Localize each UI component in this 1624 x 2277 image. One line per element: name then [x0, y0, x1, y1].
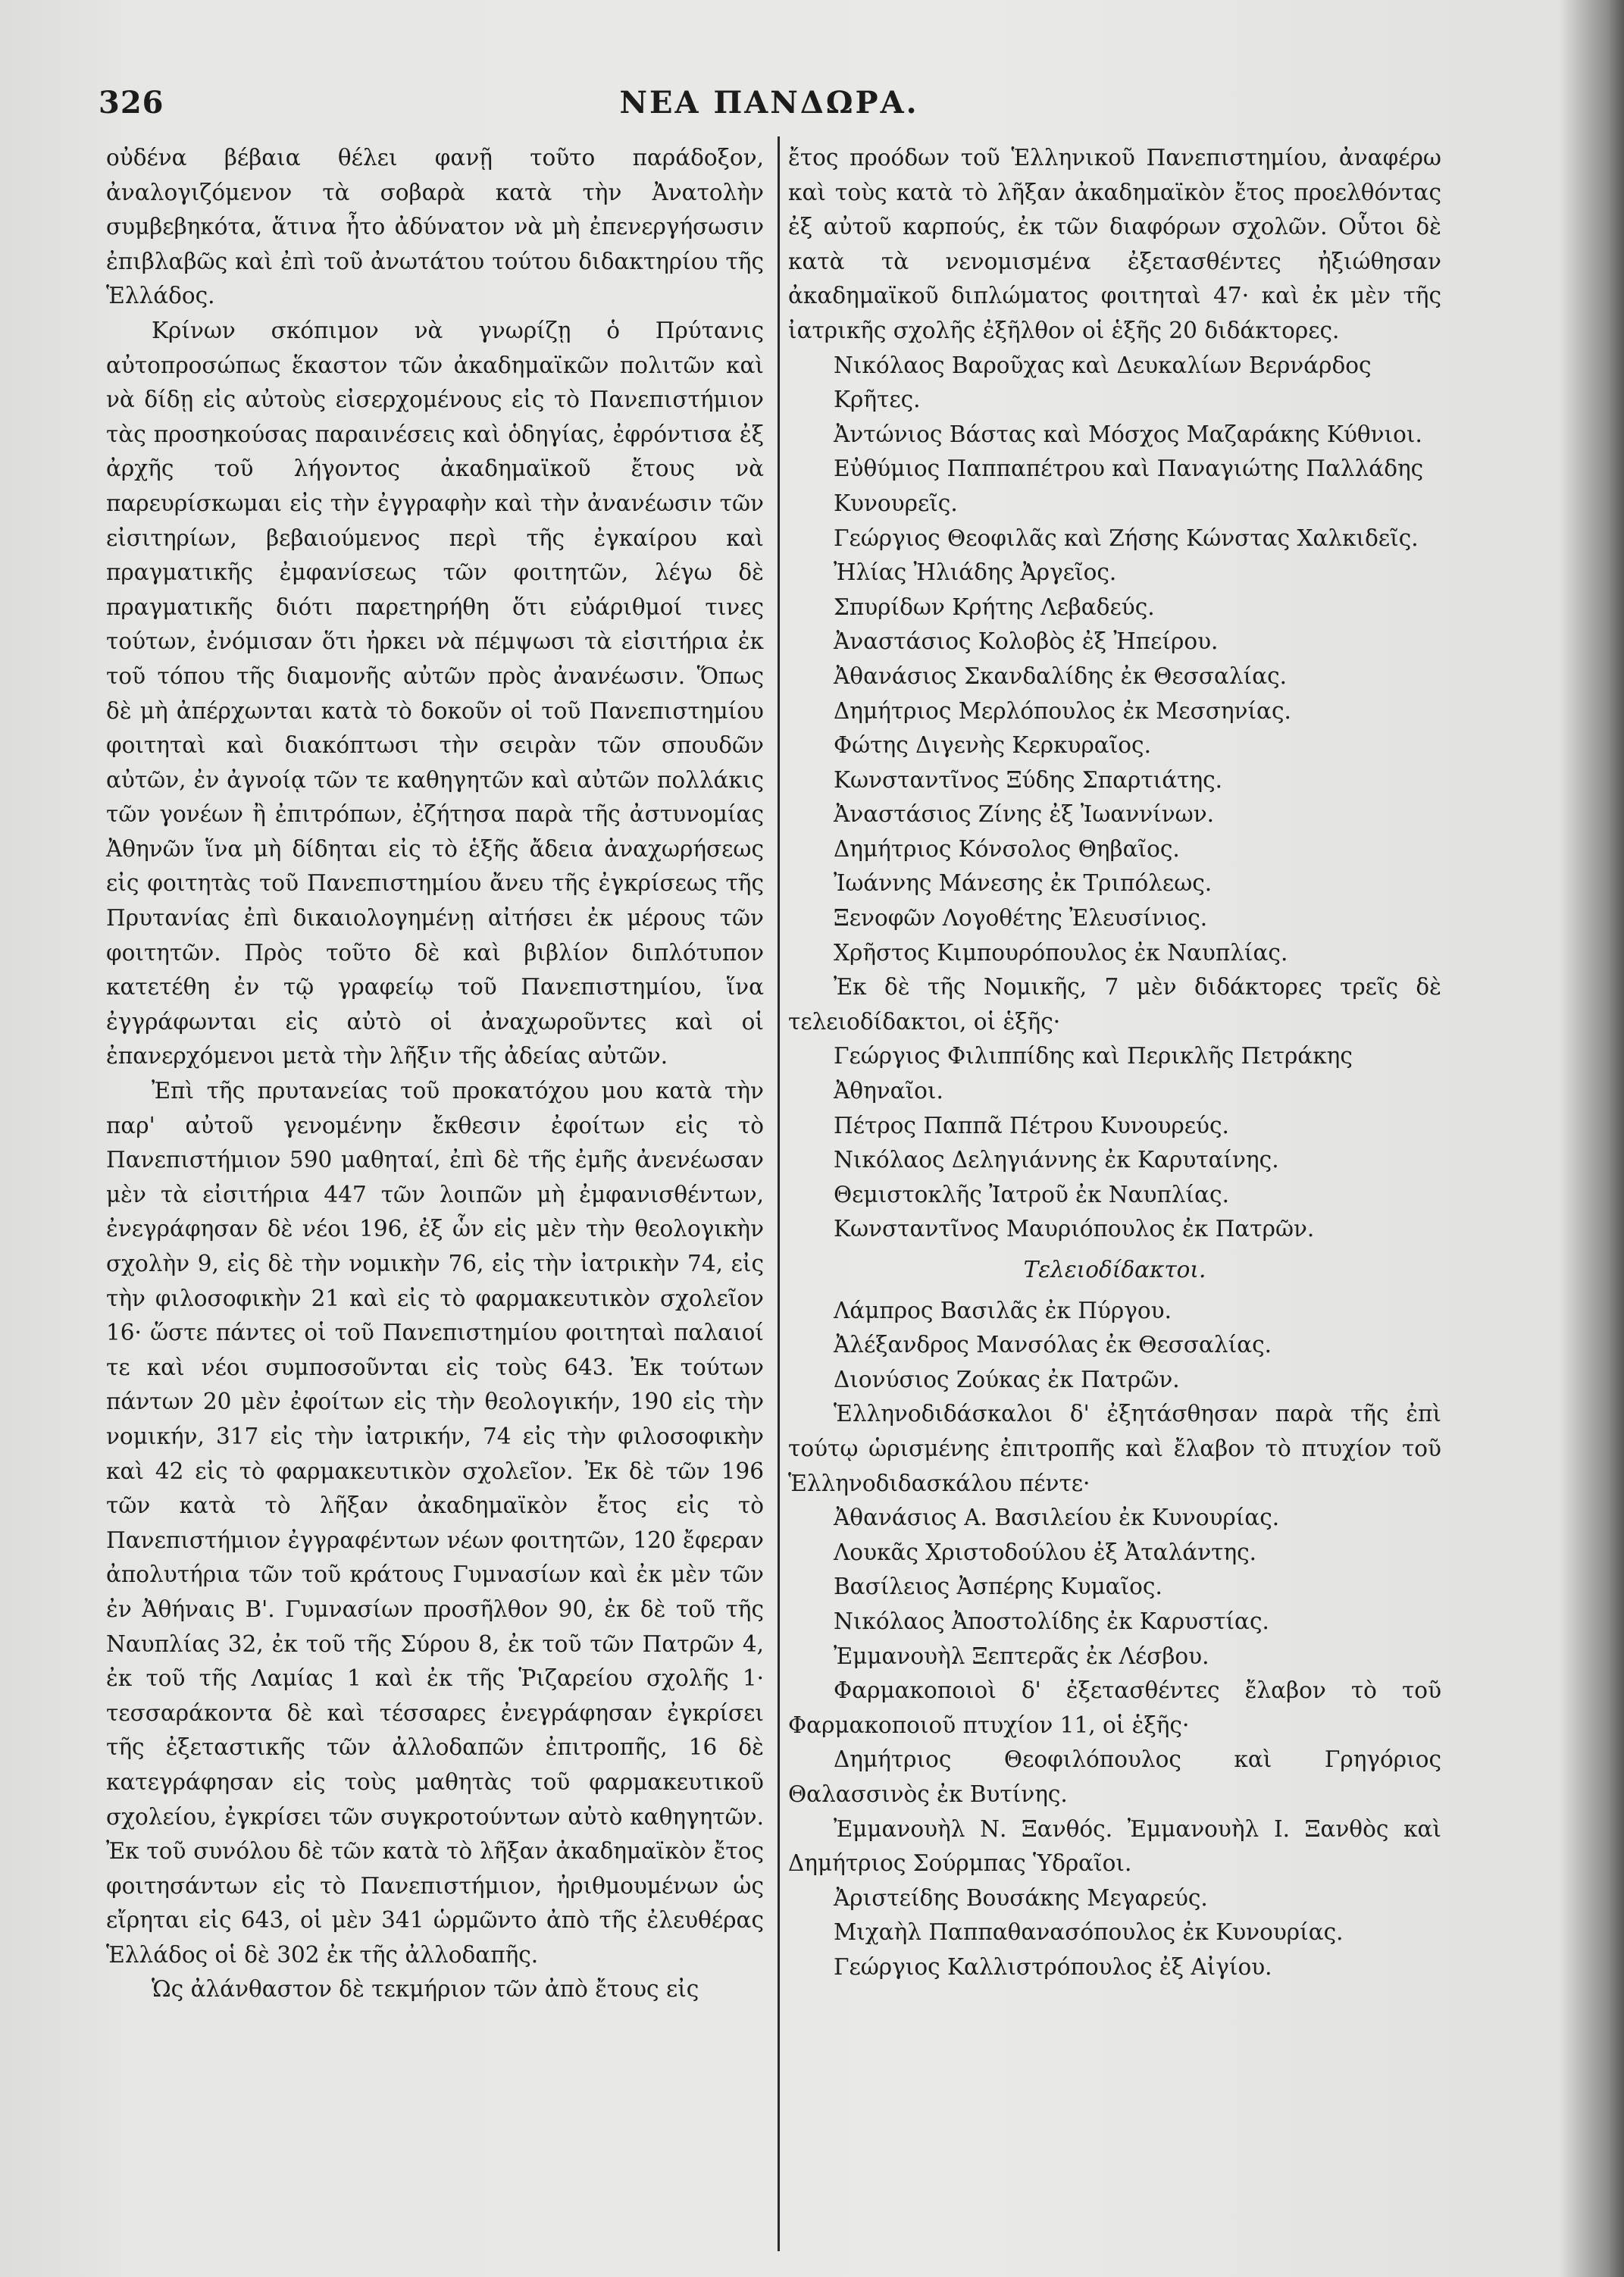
list-item: Ἀθανάσιος Σκανδαλίδης ἐκ Θεσσαλίας. — [834, 662, 1288, 689]
list-item: Ἀριστείδης Βουσάκης Μεγαρεύς. — [834, 1884, 1208, 1911]
list-item: Ξενοφῶν Λογοθέτης Ἐλευσίνιος. — [834, 905, 1208, 932]
list-item: Χρῆστος Κιμπουρόπουλος ἐκ Ναυπλίας. — [834, 939, 1288, 966]
list-item: Ἀντώνιος Βάστας καὶ Μόσχος Μαζαράκης Κύθνιοι. — [834, 421, 1422, 447]
paragraph: Δημήτριος Θεοφιλόπουλος καὶ Γρηγόριος Θαλασσινὸς ἐκ Βυτίνης. — [788, 1746, 1441, 1807]
list-item: Ἀναστάσιος Κολοβὸς ἐξ Ἠπείρου. — [834, 628, 1219, 655]
list-item: Εὐθύμιος Παππαπέτρου καὶ Παναγιώτης Παλλάδης Κυνουρεῖς. — [834, 456, 1424, 516]
list-item: Λουκᾶς Χριστοδούλου ἐξ Ἀταλάντης. — [834, 1539, 1257, 1565]
list-item: Φώτης Διγενὴς Κερκυραῖος. — [834, 732, 1151, 759]
column-divider — [778, 136, 780, 2251]
list-item: Κωνσταντῖνος Μαυριόπουλος ἐκ Πατρῶν. — [834, 1216, 1315, 1242]
medicine-graduates-list — [788, 349, 1441, 971]
list-item: Πέτρος Παππᾶ Πέτρου Κυνουρεύς. — [834, 1112, 1229, 1138]
list-item: Θεμιστοκλῆς Ἰατροῦ ἐκ Ναυπλίας. — [834, 1181, 1229, 1207]
left-column — [106, 141, 764, 2007]
right-column — [788, 141, 1441, 1984]
list-item: Δημήτριος Κόνσολος Θηβαῖος. — [834, 835, 1180, 862]
page-header — [99, 85, 1440, 130]
paragraph: Φαρμακοποιοὶ δ' ἐξετασθέντες ἔλαβον τὸ τοῦ Φαρμακοποιοῦ πτυχίον 11, οἱ ἑξῆς· — [788, 1677, 1441, 1738]
pharmacists-list — [788, 1881, 1441, 1985]
paragraph: Ἐκ δὲ τῆς Νομικῆς, 7 μὲν διδάκτορες τρεῖς δὲ τελειοδίδακτοι, οἱ ἑξῆς· — [788, 974, 1441, 1035]
list-item: Γεώργιος Φιλιππίδης καὶ Περικλῆς Πετράκης Ἀθηναῖοι. — [834, 1043, 1353, 1104]
list-item: Νικόλαος Βαροῦχας καὶ Δευκαλίων Βερνάρδος Κρῆτες. — [834, 352, 1372, 413]
running-title: ΝΕΑ ΠΑΝΔΩΡΑ. — [619, 85, 919, 121]
list-item: Γεώργιος Θεοφιλᾶς καὶ Ζήσης Κώνστας Χαλκιδεῖς. — [834, 525, 1419, 551]
paragraph: οὐδένα βέβαια θέλει φανῇ τοῦτο παράδοξον, ἀναλογιζόμενον τὰ σοβαρὰ κατὰ τὴν Ἀνατολὴν συμβεβηκότα, ἅτινα ἦτο ἀδύνατον νὰ μὴ ἐπενεργήσωσιν ἐπιβλαβῶς καὶ ἐπὶ τοῦ ἀνωτάτου τούτου διδακτηρίου τῆς Ἑλλάδος. — [106, 145, 764, 309]
list-item: Διονύσιος Ζούκας ἐκ Πατρῶν. — [834, 1366, 1180, 1392]
list-item: Κωνσταντῖνος Ξύδης Σπαρτιάτης. — [834, 766, 1223, 793]
paragraph: Ἐπὶ τῆς πρυτανείας τοῦ προκατόχου μου κατὰ τὴν παρ' αὐτοῦ γενομένην ἔκθεσιν ἐφοίτων εἰς τὸ Πανεπιστήμιον 590 μαθηταί, ἐπὶ δὲ τῆς ἐμῆς ἀνενέωσαν μὲν τὰ εἰσιτήρια 447 τῶν λοιπῶν μὴ ἐμφανισθέντων, ἐνεγράφησαν δὲ νέοι 196, ἐξ ὧν εἰς μὲν τὴν θεολογικὴν σχολὴν 9, εἰς δὲ τὴν νομικὴν 76, εἰς τὴν ἰατρικὴν 74, εἰς τὴν φιλοσοφικὴν 21 καὶ εἰς τὸ φαρμακευτικὸν σχολεῖον 16· ὥστε πάντες οἱ τοῦ Πανεπιστημίου φοιτηταὶ παλαιοί τε καὶ νέοι συμποσοῦνται εἰς τοὺς 643. Ἐκ τούτων πάντων 20 μὲν ἐφοίτων εἰς τὴν θεολογικήν, 190 εἰς τὴν νομικήν, 317 εἰς τὴν ἰατρικήν, 74 εἰς τὴν φιλοσοφικὴν καὶ 42 εἰς τὸ φαρμακευτικὸν σχολεῖον. Ἐκ δὲ τῶν 196 τῶν κατὰ τὸ λῆξαν ἀκαδημαϊκὸν ἔτος εἰς τὸ Πανεπιστήμιον ἐγγραφέντων νέων φοιτητῶν, 120 ἔφεραν ἀπολυτήρια τῶν τοῦ κράτους Γυμνασίων καὶ ἐκ μὲν τῶν ἐν Ἀθήναις Β'. Γυμνασίων προσῆλθον 90, ἐκ δὲ τοῦ τῆς Ναυπλίας 32, ἐκ τοῦ τῆς Σύρου 8, ἐκ τοῦ τῶν Πατρῶν 4, ἐκ τοῦ τῆς Λαμίας 1 καὶ ἐκ τῆς Ῥιζαρείου σχολῆς 1· τεσσαράκοντα δὲ καὶ τέσσαρες ἐνεγράφησαν ἐγκρίσει τῆς ἐξεταστικῆς τῶν ἀλλοδαπῶν ἐπιτροπῆς, 16 δὲ κατεγράφησαν εἰς τοὺς μαθητὰς τοῦ φαρμακευτικοῦ σχολείου, ἐγκρίσει τῶν συγκροτούντων αὐτὸ καθηγητῶν. Ἐκ τοῦ συνόλου δὲ τῶν κατὰ τὸ λῆξαν ἀκαδημαϊκὸν ἔτος φοιτησάντων εἰς τὸ Πανεπιστήμιον, ἠριθμουμένων ὡς εἴρηται εἰς 643, οἱ μὲν 341 ὡρμῶντο ἀπὸ τῆς ἐλευθέρας Ἑλλάδος οἱ δὲ 302 ἐκ τῆς ἀλλοδαπῆς. — [106, 1078, 764, 1968]
list-item: Λάμπρος Βασιλᾶς ἐκ Πύργου. — [834, 1297, 1172, 1323]
list-item: Ἰωάννης Μάνεσης ἐκ Τριπόλεως. — [834, 870, 1213, 897]
paragraph: Ἑλληνοδιδάσκαλοι δ' ἐξητάσθησαν παρὰ τῆς ἐπὶ τούτῳ ὡρισμένης ἐπιτροπῆς καὶ ἔλαβον τὸ πτυχίον τοῦ Ἑλληνοδιδασκάλου πέντε· — [788, 1401, 1441, 1496]
list-item: Μιχαὴλ Παππαθανασόπουλος ἐκ Κυνουρίας. — [834, 1919, 1344, 1946]
law-graduates-list — [788, 1039, 1441, 1247]
list-item: Ἀλέξανδρος Μανσόλας ἐκ Θεσσαλίας. — [834, 1332, 1272, 1358]
list-item: Γεώργιος Καλλιστρόπουλος ἐξ Αἰγίου. — [834, 1953, 1272, 1980]
paragraph: ἔτος προόδων τοῦ Ἑλληνικοῦ Πανεπιστημίου, ἀναφέρω καὶ τοὺς κατὰ τὸ λῆξαν ἀκαδημαϊκὸν ἔτος προελθόντας ἐξ αὐτοῦ καρπούς, ἐκ τῶν διαφόρων σχολῶν. Οὗτοι δὲ κατὰ τὰ νενομισμένα ἐξετασθέντες ἠξιώθησαν ἀκαδημαϊκοῦ διπλώματος φοιτηταὶ 47· καὶ ἐκ μὲν τῆς ἰατρικῆς σχολῆς ἐξῆλθον οἱ ἑξῆς 20 διδάκτορες. — [788, 145, 1441, 343]
paragraph: Ἐμμανουὴλ Ν. Ξανθός. Ἐμμανουὴλ Ι. Ξανθὸς καὶ Δημήτριος Σούρμπας Ὑδραῖοι. — [788, 1815, 1441, 1877]
graduates-list — [788, 1294, 1441, 1398]
list-item: Σπυρίδων Κρήτης Λεβαδεύς. — [834, 594, 1155, 620]
section-heading: Τελειοδίδακτοι. — [1023, 1257, 1206, 1283]
list-item: Νικόλαος Ἀποστολίδης ἐκ Καρυστίας. — [834, 1608, 1269, 1634]
teachers-list — [788, 1501, 1441, 1674]
page-number: 326 — [99, 85, 164, 121]
list-item: Δημήτριος Μερλόπουλος ἐκ Μεσσηνίας. — [834, 697, 1291, 724]
list-item: Ἀναστάσιος Ζίνης ἐξ Ἰωαννίνων. — [834, 801, 1215, 828]
paragraph: Ὡς ἀλάνθαστον δὲ τεκμήριον τῶν ἀπὸ ἔτους εἰς — [152, 1976, 699, 2003]
list-item: Βασίλειος Ἀσπέρης Κυμαῖος. — [834, 1574, 1162, 1600]
list-item: Ἀθανάσιος Α. Βασιλείου ἐκ Κυνουρίας. — [834, 1505, 1280, 1531]
list-item: Ἠλίας Ἠλιάδης Ἀργεῖος. — [834, 559, 1117, 586]
list-item: Ἐμμανουὴλ Ξεπτερᾶς ἐκ Λέσβου. — [834, 1643, 1209, 1669]
list-item: Νικόλαος Δεληγιάννης ἐκ Καρυταίνης. — [834, 1147, 1279, 1173]
paragraph: Κρίνων σκόπιμον νὰ γνωρίζῃ ὁ Πρύτανις αὐτοπροσώπως ἕκαστον τῶν ἀκαδημαϊκῶν πολιτῶν καὶ νὰ δίδῃ εἰς αὐτοὺς εἰσερχομένους εἰς τὸ Πανεπιστήμιον τὰς προσηκούσας παραινέσεις καὶ ὁδηγίας, ἐφρόντισα ἐξ ἀρχῆς τοῦ λήγοντος ἀκαδημαϊκοῦ ἔτους νὰ παρευρίσκωμαι εἰς τὴν ἐγγραφὴν καὶ τὴν ἀνανέωσιν τῶν εἰσιτηρίων, βεβαιούμενος περὶ τῆς ἐγκαίρου καὶ πραγματικῆς ἐμφανίσεως τῶν φοιτητῶν, λέγω δὲ πραγματικῆς διότι παρετηρήθη ὅτι εὐάριθμοί τινες τούτων, ἐνόμισαν ὅτι ἠρκει νὰ πέμψωσι τὰ εἰσιτήρια ἐκ τοῦ τόπου τῆς διαμονῆς αὐτῶν πρὸς ἀνανέωσιν. Ὅπως δὲ μὴ ἀπέρχωνται κατὰ τὸ δοκοῦν οἱ τοῦ Πανεπιστημίου φοιτηταὶ καὶ διακόπτωσι τὴν σειρὰν τῶν σπουδῶν αὐτῶν, ἐν ἀγνοίᾳ τῶν τε καθηγητῶν καὶ αὐτῶν πολλάκις τῶν γονέων ἢ ἐπιτρόπων, ἐζήτησα παρὰ τῆς ἀστυνομίας Ἀθηνῶν ἵνα μὴ δίδηται εἰς τὸ ἑξῆς ἄδεια ἀναχωρήσεως εἰς φοιτητὰς τοῦ Πανεπιστημίου ἄνευ τῆς ἐγκρίσεως τῆς Πρυτανίας ἐπὶ δικαιολογημένῃ αἰτήσει ἐκ μέρους τῶν φοιτητῶν. Πρὸς τοῦτο δὲ καὶ βιβλίον διπλότυπον κατετέθη ἐν τῷ γραφείῳ τοῦ Πανεπιστημίου, ἵνα ἐγγράφωνται εἰς αὐτὸ οἱ ἀναχωροῦντες καὶ οἱ ἐπανερχόμενοι μετὰ τὴν λῆξιν τῆς ἀδείας αὐτῶν. — [106, 317, 764, 1070]
